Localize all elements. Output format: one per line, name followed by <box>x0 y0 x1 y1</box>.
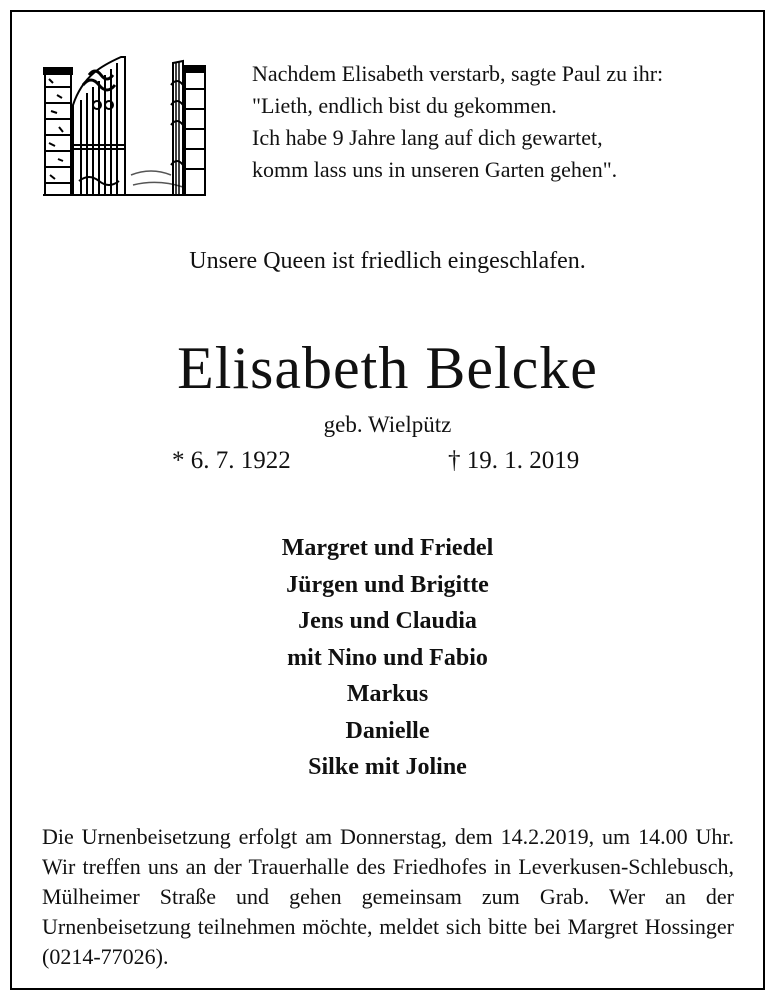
family-list <box>12 530 763 786</box>
family-member: Markus <box>346 681 429 707</box>
poem-line: Ich habe 9 Jahre lang auf dich gewartet, <box>252 125 603 150</box>
poem <box>252 58 752 186</box>
family-member: Danielle <box>345 717 430 744</box>
deceased-name: Elisabeth Belcke <box>177 335 598 401</box>
poem-line: "Lieth, endlich bist du gekommen. <box>252 93 557 118</box>
funeral-notice: Die Urnenbeisetzung erfolgt am Donnerstag, dem 14.2.2019, um 14.00 Uhr. Wir treffen uns an der Trauerhalle des Friedhofes in Leverkusen-Schlebusch, Mülheimer Straße und gehen gemeinsam zum Grab. Wer an der Urnenbeisetzung teilnehmen möchte, meldet sich bitte bei Margret Hossinger (0214-77026). <box>42 824 734 969</box>
family-member: Margret und Friedel <box>281 535 494 561</box>
garden-gate-icon <box>43 45 206 197</box>
poem-line: Nachdem Elisabeth verstarb, sagte Paul zu ihr: <box>252 61 664 86</box>
poem-line: komm lass uns in unseren Garten gehen". <box>252 157 618 182</box>
death-date: † 19. 1. 2019 <box>448 447 580 474</box>
family-member: Jürgen und Brigitte <box>286 571 489 598</box>
tagline: Unsere Queen ist friedlich eingeschlafen. <box>189 248 586 274</box>
born-name: geb. Wielpütz <box>323 412 452 437</box>
family-member: Silke mit Joline <box>308 754 467 780</box>
obituary-frame <box>10 10 765 990</box>
birth-date: * 6. 7. 1922 <box>172 447 291 474</box>
family-member: mit Nino und Fabio <box>287 644 488 671</box>
family-member: Jens und Claudia <box>298 608 477 634</box>
